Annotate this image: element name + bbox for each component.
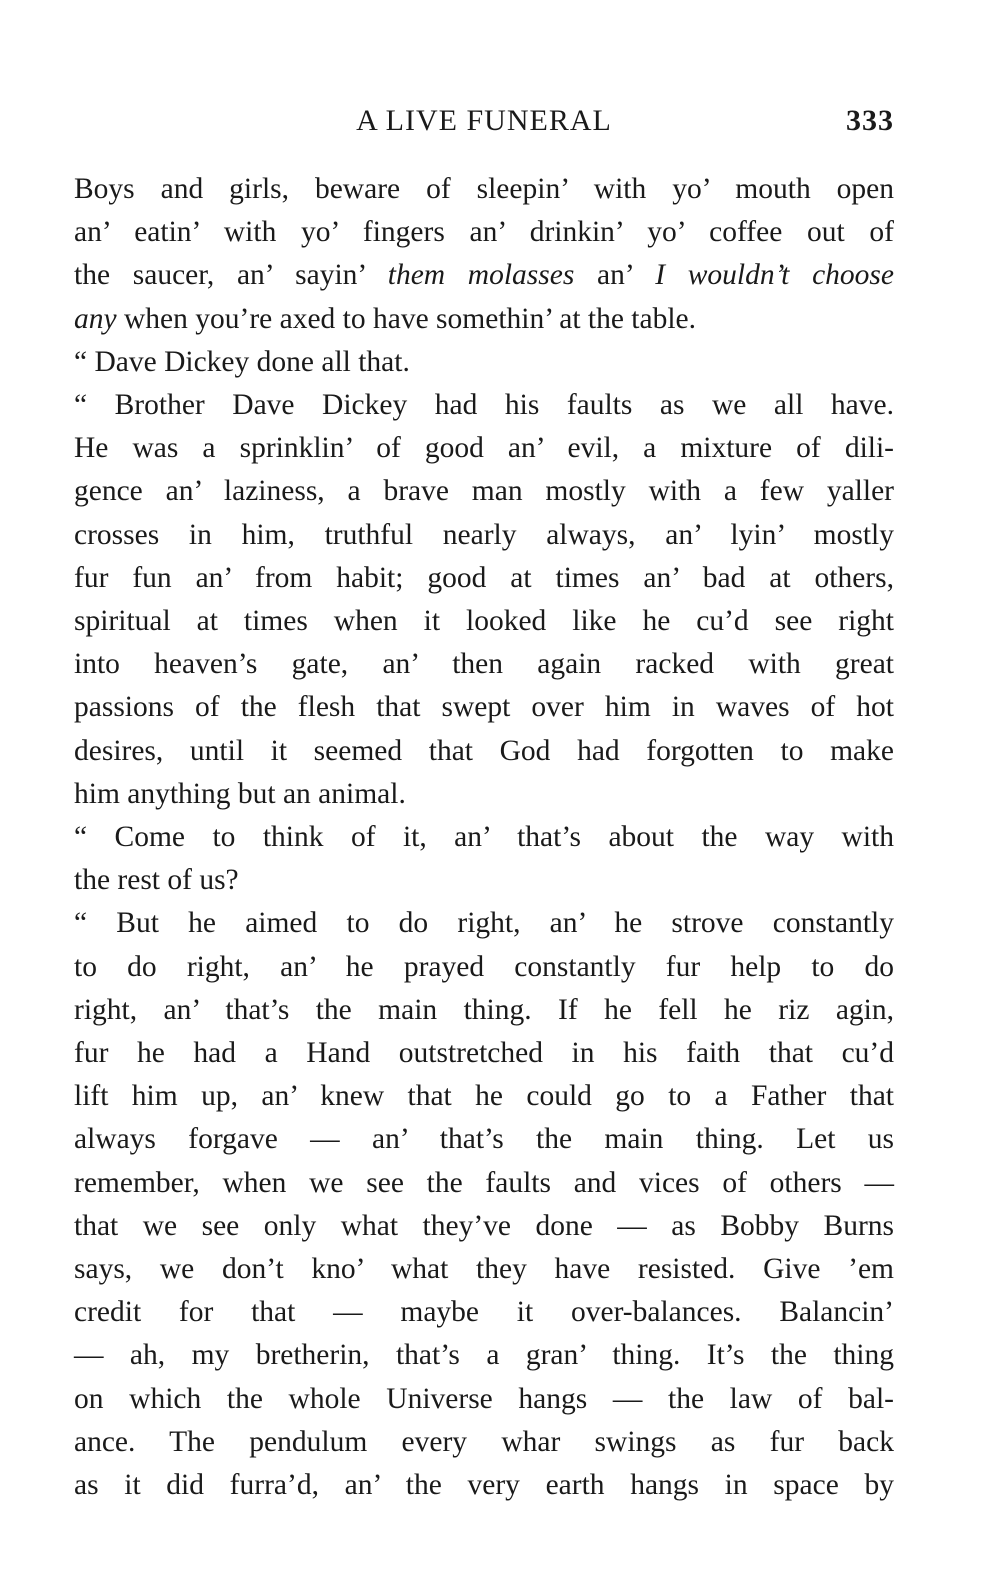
running-title: A LIVE FUNERAL: [356, 104, 612, 137]
text-line: to do right, an’ he prayed constantly fur help to do: [74, 950, 894, 983]
text-line: ance. The pendulum every whar swings as fur back: [74, 1425, 894, 1458]
text-line: desires, until it seemed that God had forgotten to make: [74, 734, 894, 767]
text-line: crosses in him, truthful nearly always, an’ lyin’ mostly: [74, 518, 894, 551]
text-line: remember, when we see the faults and vices of others —: [74, 1166, 894, 1199]
text-line: the rest of us?: [74, 864, 239, 897]
text-line: “ Come to think of it, an’ that’s about the way with: [74, 821, 894, 854]
paragraph: [74, 902, 894, 1507]
paragraph: [74, 816, 894, 902]
text-line: fur he had a Hand outstretched in his faith that cu’d: [74, 1037, 894, 1070]
text-line: credit for that — maybe it over-balances. Balancin’: [74, 1296, 894, 1329]
text-line: him anything but an animal.: [74, 777, 406, 810]
text-line: “ Dave Dickey done all that.: [74, 345, 410, 378]
page-number: 333: [846, 104, 894, 137]
italic-phrase: I wouldn’t choose: [655, 259, 894, 292]
text-line: the saucer, an’ sayin’ them molasses an’ I wouldn’t choose: [74, 259, 894, 292]
text-line: “ But he aimed to do right, an’ he strove constantly: [74, 907, 894, 940]
text-line: Boys and girls, beware of sleepin’ with yo’ mouth open: [74, 173, 894, 205]
text-line: gence an’ laziness, a brave man mostly with a few yaller: [74, 475, 894, 508]
paragraph: [74, 341, 894, 384]
text-line: fur fun an’ from habit; good at times an’ bad at others,: [74, 561, 894, 594]
running-head: [74, 104, 894, 144]
text-line: lift him up, an’ knew that he could go to a Father that: [74, 1080, 894, 1113]
text-line: on which the whole Universe hangs — the law of bal-: [74, 1382, 894, 1415]
text-line: says, we don’t kno’ what they have resisted. Give ’em: [74, 1253, 894, 1286]
text-line: always forgave — an’ that’s the main thing. Let us: [74, 1123, 894, 1156]
text-line: as it did furra’d, an’ the very earth hangs in space by: [74, 1469, 894, 1502]
text-line: into heaven’s gate, an’ then again racked with great: [74, 648, 894, 681]
text-line: an’ eatin’ with yo’ fingers an’ drinkin’ yo’ coffee out of: [74, 216, 894, 249]
paragraph: [74, 168, 894, 341]
text-line: He was a sprinklin’ of good an’ evil, a mixture of dili-: [74, 432, 894, 465]
text-line: — ah, my bretherin, that’s a gran’ thing. It’s the thing: [74, 1339, 894, 1372]
paragraph: [74, 384, 894, 816]
text-line: any when you’re axed to have somethin’ at the table.: [74, 302, 697, 335]
text-line: right, an’ that’s the main thing. If he fell he riz agin,: [74, 993, 894, 1026]
text-line: that we see only what they’ve done — as Bobby Burns: [74, 1209, 894, 1242]
text-line: spiritual at times when it looked like he cu’d see right: [74, 605, 894, 638]
text-line: “ Brother Dave Dickey had his faults as we all have.: [74, 389, 894, 422]
text-line: passions of the flesh that swept over him in waves of hot: [74, 691, 894, 724]
italic-phrase: any: [74, 302, 117, 335]
italic-phrase: them molasses: [387, 259, 575, 292]
text-body: [74, 168, 894, 1507]
